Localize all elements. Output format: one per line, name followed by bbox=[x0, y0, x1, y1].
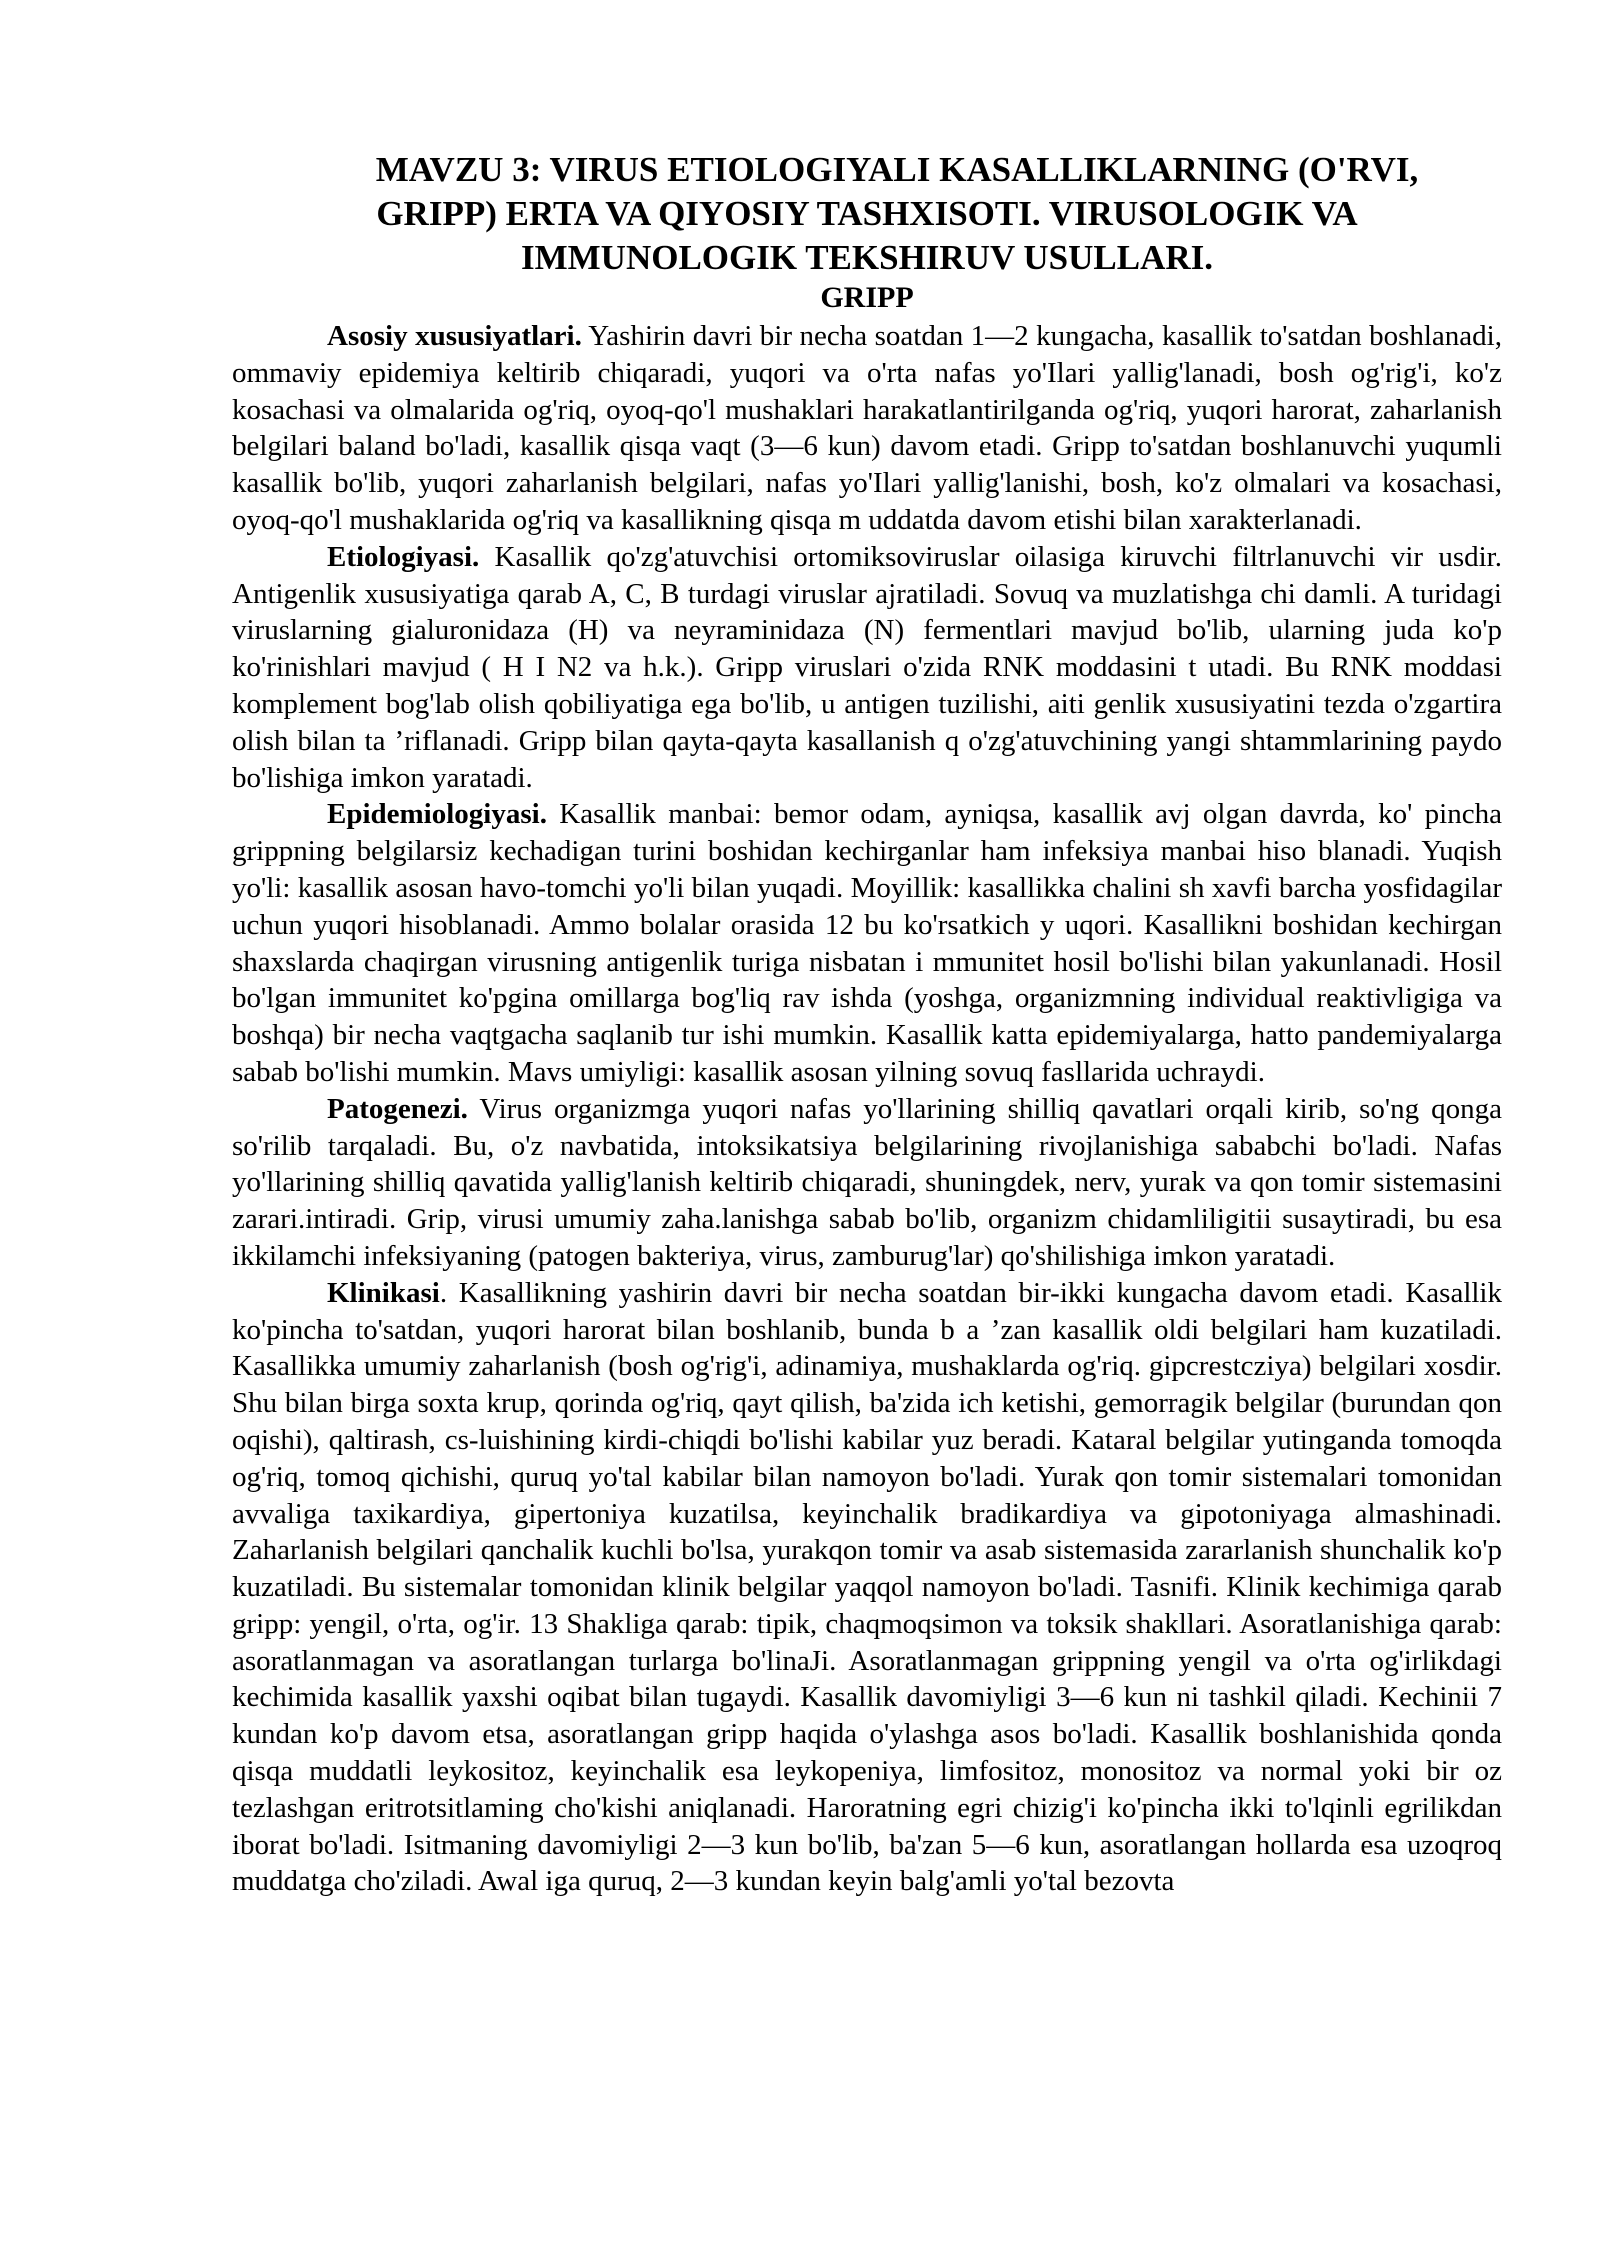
paragraph-patogenezi bbox=[232, 1091, 1502, 1275]
paragraph-etiologiyasi bbox=[232, 539, 1502, 797]
title-line-3: IMMUNOLOGIK TEKSHIRUV USULLARI. bbox=[520, 238, 1214, 277]
paragraph-asosiy-xususiyatlari bbox=[232, 318, 1502, 539]
paragraph-text: . Kasallikning yashirin davri bir necha soatdan bir-ikki kungacha davom etadi. Kasallik ko'pincha to'satdan, yuqori harorat bilan boshlanib, bunda b a ’zan kasallik oldi belgilari ham kuzatiladi. Kasallikka umumiy zaharlanish (bosh og'rig'i, adinamiya, mushaklarda og'riq. gipcrestcziya) belgilari xosdir. Shu bilan birga soxta krup, qorinda og'riq, qayt qilish, ba'zida ich ketishi, gemorragik belgilar (burundan qon oqishi), qaltirash, cs-luishining kirdi-chiqdi bo'lishi kabilar yuz beradi. Kataral belgilar yutinganda tomoqda og'riq, tomoq qichishi, quruq yo'tal kabilar bilan namoyon bo'ladi. Yurak qon tomir sistemalari tomonidan avvaliga taxikardiya, gipertoniya kuzatilsa, keyinchalik bradikardiya va gipotoniyaga almashinadi. Zaharlanish belgilari qanchalik kuchli bo'lsa, yurakqon tomir va asab sistemasida zararlanish shunchalik ko'p kuzatiladi. Bu sistemalar tomonidan klinik belgilar yaqqol namoyon bo'ladi. Tasnifi. Klinik kechimiga qarab gripp: yengil, o'rta, og'ir. 13 Shakliga qarab: tipik, chaqmoqsimon va toksik shakllari. Asoratlanishiga qarab: asoratlanmagan va asoratlangan turlarga bo'linaJi. Asoratlanmagan grippning yengil va o'rta og'irlikdagi kechimida kasallik yaxshi oqibat bilan tugaydi. Kasallik davomiyligi 3—6 kun ni tashkil qiladi. Kechinii 7 kundan ko'p davom etsa, asoratlangan gripp haqida o'ylashga asos bo'ladi. Kasallik boshlanishida qonda qisqa muddatli leykositoz, keyinchalik esa leykopeniya, limfositoz, monositoz va normal yoki bir oz tezlashgan eritrotsitlaming cho'kishi aniqlanadi. Haroratning egri chizig'i ko'pincha ikki to'lqinli egrilikdan iborat bo'ladi. Isitmaning davomiyligi 2—3 kun bo'lib, ba'zan 5—6 kun, asoratlangan hollarda esa uzoqroq muddatga cho'ziladi. Awal iga quruq, 2—3 kundan keyin balg'amli yo'tal bezovta bbox=[232, 1276, 1502, 1898]
paragraph-epidemiologiyasi bbox=[232, 796, 1502, 1090]
paragraph-text: Yashirin davri bir necha soatdan 1—2 kungacha, kasallik to'satdan boshlanadi, ommaviy epidemiya keltirib chiqaradi, yuqori va o'rta nafas yo'Ilari yallig'lanadi, bosh og'rig'i, ko'z kosachasi va olmalarida og'riq, oyoq-qo'l mushaklari harakatlantirilganda og'riq, yuqori harorat, zaharlanish belgilari baland bo'ladi, kasallik qisqa vaqt (3—6 kun) davom etadi. Gripp to'satdan boshlanuvchi yuqumli kasallik bo'lib, yuqori zaharlanish belgilari, nafas yo'Ilari yallig'lanishi, bosh, ko'z olmalari va kosachasi, oyoq-qo'l mushaklarida og'riq va kasallikning qisqa m uddatda davom etishi bilan xarakterlanadi. bbox=[232, 320, 1502, 536]
section-subtitle: GRIPP bbox=[820, 281, 914, 314]
paragraph-text: Kasallik manbai: bemor odam, ayniqsa, kasallik avj olgan davrda, ko' pincha grippning belgilarsiz kechadigan turini boshidan kechirganlar ham infeksiya manbai hiso blanadi. Yuqish yo'li: kasallik asosan havo-tomchi yo'li bilan yuqadi. Moyillik: kasallikka chalini sh xavfi barcha yosfidagilar uchun yuqori hisoblanadi. Ammo bolalar orasida 12 bu ko'rsatkich y uqori. Kasallikni boshidan kechirgan shaxslarda chaqirgan virusning antigenlik turiga nisbatan i mmunitet hosil bo'lishi bilan yakunlanadi. Hosil bo'lgan immunitet ko'pgina omillarga bog'liq rav ishda (yoshga, organizmning individual reaktivligiga va boshqa) bir necha vaqtgacha saqlanib tur ishi mumkin. Kasallik katta epidemiyalarga, hatto pandemiyalarga sabab bo'lishi mumkin. Mavs umiyligi: kasallik asosan yilning sovuq fasllarida uchraydi. bbox=[232, 798, 1502, 1088]
document-page bbox=[232, 148, 1502, 1900]
paragraph-heading: Asosiy xususiyatlari. bbox=[327, 320, 582, 352]
paragraph-klinikasi bbox=[232, 1275, 1502, 1901]
paragraph-heading: Epidemiologiyasi. bbox=[327, 798, 547, 831]
paragraph-heading: Klinikasi bbox=[327, 1276, 440, 1309]
title-line-2: GRIPP) ERTA VA QIYOSIY TASHXISOTI. VIRUSOLOGIK VA bbox=[376, 194, 1358, 233]
paragraph-text: Kasallik qo'zg'atuvchisi ortomiksoviruslar oilasiga kiruvchi filtrlanuvchi vir usdir. Antigenlik xususiyatiga qarab A, C, B turdagi viruslar ajratiladi. Sovuq va muzlatishga chi damli. A turidagi viruslarning gialuronidaza (H) va neyraminidaza (N) fermentlari mavjud bo'lib, ularning juda ko'p ko'rinishlari mavjud ( H I N2 va h.k.). Gripp viruslari o'zida RNK moddasini t utadi. Bu RNK moddasi komplement bog'lab olish qobiliyatiga ega bo'lib, u antigen tuzilishi, aiti genlik xususiyatini tezda o'zgartira olish bilan ta ’riflanadi. Gripp bilan qayta-qayta kasallanish q o'zg'atuvchining yangi shtammlarining paydo bo'lishiga imkon yaratadi. bbox=[232, 540, 1502, 794]
paragraph-heading: Patogenezi. bbox=[327, 1092, 468, 1125]
title-line-1: MAVZU 3: VIRUS ETIOLOGIYALI KASALLIKLARNING (O'RVI, bbox=[375, 150, 1419, 189]
document-title bbox=[232, 148, 1502, 280]
paragraph-heading: Etiologiyasi. bbox=[327, 540, 480, 573]
paragraph-text: Virus organizmga yuqori nafas yo'llarining shilliq qavatlari orqali kirib, so'ng qonga so'rilib tarqaladi. Bu, o'z navbatida, intoksikatsiya belgilarining rivojlanishiga sababchi bo'ladi. Nafas yo'llarining shilliq qavatida yallig'lanish keltirib chiqaradi, shuningdek, nerv, yurak va qon tomir sistemasini zarari.intiradi. Grip, virusi umumiy zaha.lanishga sabab bo'lib, organizm chidamliligitii susaytiradi, bu esa ikkilamchi infeksiyaning (patogen bakteriya, virus, zamburug'lar) qo'shilishiga imkon yaratadi. bbox=[232, 1092, 1502, 1272]
